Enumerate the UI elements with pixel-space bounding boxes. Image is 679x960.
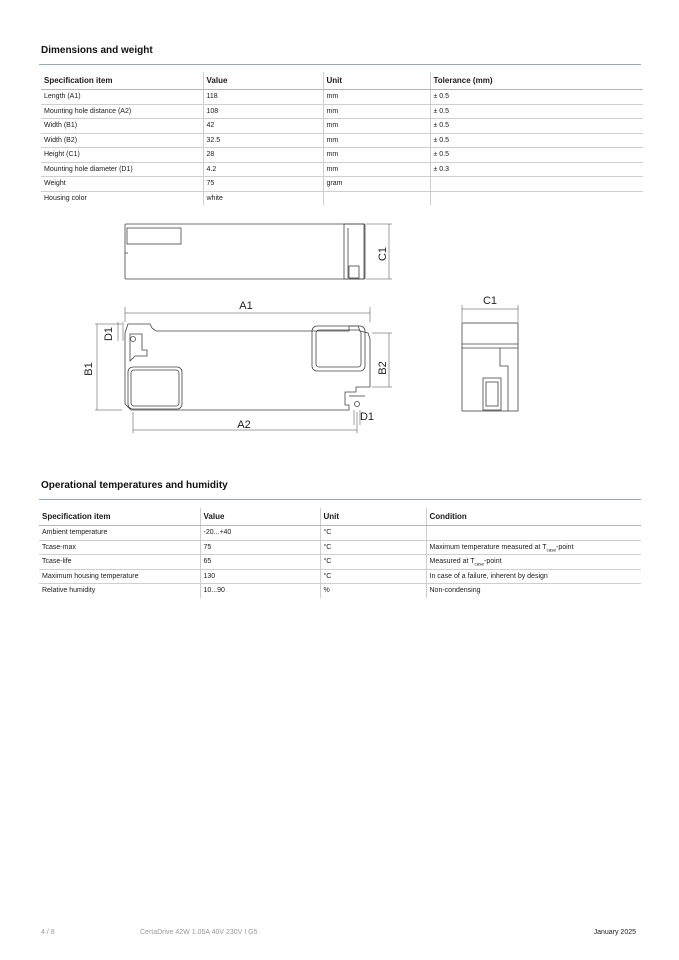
table-cell — [430, 177, 643, 192]
column-header: Value — [200, 508, 320, 526]
column-header: Specification item — [41, 72, 203, 90]
table-row — [39, 555, 641, 570]
table-cell — [426, 540, 641, 555]
label-d1-bottom: D1 — [359, 411, 375, 423]
table-row — [39, 584, 641, 598]
table-cell: Tcase-life — [39, 555, 200, 570]
table-cell: Height (C1) — [41, 148, 203, 163]
footer-product-name: CertaDrive 42W 1.05A 40V 230V I G5 — [140, 929, 258, 936]
table-row — [41, 133, 643, 148]
condition-text: Maximum temperature measured at T — [429, 543, 547, 551]
subscript-case: case — [474, 561, 485, 567]
column-header: Unit — [323, 72, 430, 90]
table-cell: 130 — [200, 569, 320, 584]
column-header: Value — [203, 72, 323, 90]
label-c1-side: C1 — [377, 246, 389, 262]
table-cell: Mounting hole distance (A2) — [41, 104, 203, 119]
table-cell — [426, 555, 641, 570]
side-view — [125, 224, 365, 279]
table-cell: 65 — [200, 555, 320, 570]
table-cell: % — [320, 584, 426, 598]
label-b2: B2 — [377, 361, 389, 375]
table-cell: -20...+40 — [200, 526, 320, 541]
table-cell: Maximum housing temperature — [39, 569, 200, 584]
label-a1: A1 — [239, 300, 253, 312]
table-cell: ± 0.5 — [430, 119, 643, 134]
table-cell: mm — [323, 119, 430, 134]
section-title-dimensions: Dimensions and weight — [41, 45, 153, 56]
table-cell: °C — [320, 540, 426, 555]
condition-suffix: -point — [484, 558, 502, 566]
table-cell: Length (A1) — [41, 90, 203, 105]
table-cell: 118 — [203, 90, 323, 105]
table-cell: 75 — [200, 540, 320, 555]
table-cell: 75 — [203, 177, 323, 192]
operational-table — [39, 508, 641, 598]
table-row — [41, 104, 643, 119]
label-b1: B1 — [83, 362, 95, 376]
table-cell: 32.5 — [203, 133, 323, 148]
dimensions-table — [41, 72, 643, 205]
table-row — [41, 177, 643, 192]
subscript-case: case — [546, 547, 556, 553]
table-cell: Tcase-max — [39, 540, 200, 555]
end-view — [462, 305, 518, 411]
table-cell: gram — [323, 177, 430, 192]
column-header: Tolerance (mm) — [430, 72, 643, 90]
table-cell: mm — [323, 90, 430, 105]
column-header: Specification item — [39, 508, 200, 526]
table-row — [41, 148, 643, 163]
table-cell: In case of a failure, inherent by design — [426, 569, 641, 584]
column-header: Unit — [320, 508, 426, 526]
table-row — [39, 569, 641, 584]
table-cell: Ambient temperature — [39, 526, 200, 541]
table-header-row — [39, 508, 641, 526]
table-cell: °C — [320, 569, 426, 584]
table-cell: ± 0.5 — [430, 133, 643, 148]
table-cell: mm — [323, 133, 430, 148]
table-header-row — [41, 72, 643, 90]
label-a2: A2 — [237, 419, 251, 431]
table-cell: Width (B1) — [41, 119, 203, 134]
table-cell: Weight — [41, 177, 203, 192]
table-cell: 42 — [203, 119, 323, 134]
table-cell: ± 0.5 — [430, 104, 643, 119]
table-cell: Non-condensing — [426, 584, 641, 598]
label-c1-end: C1 — [482, 295, 498, 307]
section-rule — [39, 64, 641, 65]
table-cell: 28 — [203, 148, 323, 163]
dimension-drawing — [0, 215, 679, 440]
table-row — [41, 191, 643, 205]
label-d1-top: D1 — [103, 326, 115, 342]
condition-text: Measured at T — [429, 558, 475, 566]
table-cell: ± 0.5 — [430, 148, 643, 163]
table-cell — [430, 191, 643, 205]
table-cell: Mounting hole diameter (D1) — [41, 162, 203, 177]
table-cell: Housing color — [44, 194, 87, 202]
table-cell: mm — [323, 162, 430, 177]
table-cell: 10...90 — [200, 584, 320, 598]
table-row — [41, 90, 643, 105]
table-cell: Width (B2) — [41, 133, 203, 148]
table-cell: white — [203, 191, 323, 205]
table-row — [41, 119, 643, 134]
table-cell: °C — [320, 555, 426, 570]
table-cell: °C — [320, 526, 426, 541]
column-header: Condition — [426, 508, 641, 526]
top-view — [125, 324, 370, 410]
table-cell: Relative humidity — [42, 587, 96, 595]
table-cell: ± 0.5 — [430, 90, 643, 105]
table-row — [39, 540, 641, 555]
table-cell: mm — [323, 104, 430, 119]
table-cell — [426, 526, 641, 541]
table-row — [41, 162, 643, 177]
table-cell: mm — [323, 148, 430, 163]
footer-page-number: 4 / 8 — [41, 929, 55, 936]
section-rule — [39, 499, 641, 500]
footer-date: January 2025 — [593, 929, 636, 936]
table-cell — [323, 191, 430, 205]
table-cell: 4.2 — [203, 162, 323, 177]
section-title-operational: Operational temperatures and humidity — [41, 480, 228, 491]
condition-suffix: -point — [556, 543, 574, 551]
table-cell: ± 0.3 — [430, 162, 643, 177]
table-cell: 108 — [203, 104, 323, 119]
table-row — [39, 526, 641, 541]
